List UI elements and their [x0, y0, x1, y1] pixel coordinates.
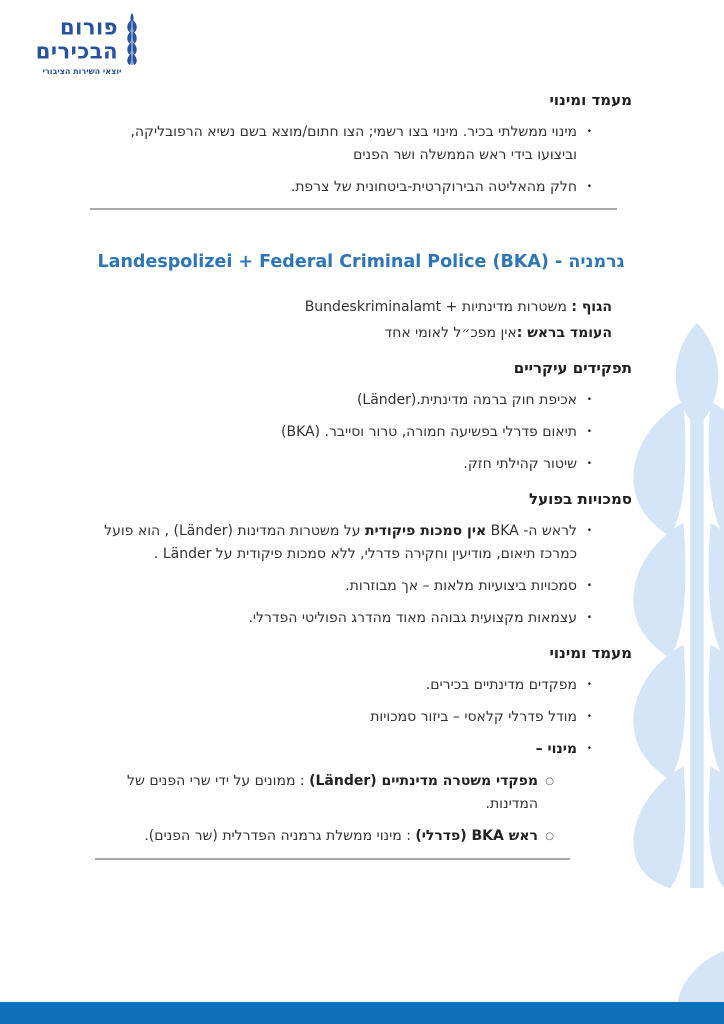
run-bold: אין סמכות פיקודית	[364, 523, 487, 539]
bullet-text: חלק מהאליטה הבירוקרטית-ביטחונית של צרפת.	[290, 179, 577, 195]
section-heading-status-france: מעמד ומינוי	[549, 91, 632, 109]
run-regular: : מינוי ממשלת גרמניה הפדרלית (שר הפנים).	[144, 828, 416, 844]
document-content	[90, 90, 632, 860]
footer-bar	[0, 1002, 724, 1024]
bullet-role-community-policing	[90, 453, 632, 476]
bullet-text: תיאום פדרלי בפשיעה חמורה, טרור וסייבר. (BKA)	[281, 424, 577, 440]
bullet-marker-icon: •	[586, 526, 592, 536]
logo-wordmark	[22, 15, 118, 63]
bullet-full-executive-powers	[90, 575, 632, 598]
bullet-marker-icon: •	[586, 459, 592, 469]
bullet-appointment-header	[90, 738, 632, 761]
bullet-marker-icon: •	[586, 182, 592, 192]
section-divider	[95, 858, 570, 860]
head-of-line	[90, 322, 612, 345]
bullet-text: סמכויות ביצועיות מלאות – אך מבוזרות.	[345, 578, 577, 594]
bullet-role-federal-coordination	[90, 421, 632, 444]
run-bold: ראש BKA (פדרלי)	[415, 828, 538, 844]
section-divider	[90, 208, 617, 210]
bullet-marker-icon: •	[586, 712, 592, 722]
body-value: משטרות מדינתיות + Bundeskriminalamt	[304, 299, 572, 315]
bullet-text: אכיפת חוק ברמה מדינתית.(Länder)	[356, 392, 577, 408]
bullet-text	[104, 523, 577, 562]
bullet-role-law-enforcement	[90, 389, 632, 412]
france-status-list	[90, 121, 632, 199]
bullet-professional-independence	[90, 607, 632, 630]
bullet-france-appointment	[90, 121, 632, 167]
bullet-text: מינוי –	[535, 741, 577, 757]
wheat-emblem-icon	[122, 13, 142, 65]
circle-marker-icon: ○	[545, 831, 554, 842]
head-of-value: אין מפכ״ל לאומי אחד	[384, 325, 517, 341]
bullet-marker-icon: •	[586, 613, 592, 623]
run-bold: מפקדי משטרה מדינתיים (Länder)	[309, 773, 538, 789]
bullet-text: מפקדים מדינתיים בכירים.	[425, 677, 577, 693]
bullet-marker-icon: •	[586, 680, 592, 690]
subbullet-text	[127, 773, 538, 812]
bullet-marker-icon: •	[586, 127, 592, 137]
logo-top-row	[22, 13, 142, 65]
subbullet-bka-head	[90, 825, 632, 848]
bullet-text: מינוי ממשלתי בכיר. מינוי בצו רשמי; הצו חתום/מוצא בשם נשיא הרפובליקה, וביצועו בידי ראש הממשלה ושר הפנים	[130, 124, 577, 163]
section-heading-status-germany: מעמד ומינוי	[549, 644, 632, 662]
subbullet-state-commanders	[90, 770, 632, 816]
germany-status-list	[90, 674, 632, 761]
forum-habkirim-logo	[22, 13, 142, 76]
run-regular: על משטרות המדינות (Länder) , הוא פועל כמרכז תיאום, מודיעין וחקירה פדרלי, ללא סמכות פיקודית על Länder .	[104, 523, 577, 562]
bullet-france-elite	[90, 176, 632, 199]
logo-tagline: יוצאי השירות הציבורי	[42, 67, 122, 76]
bullet-text: שיטור קהילתי חזק.	[463, 456, 577, 472]
body-label: הגוף :	[571, 299, 612, 315]
run-regular: : ממונים על ידי שרי הפנים של המדינות.	[127, 773, 538, 812]
logo-word-habkirim: הבכירים	[35, 38, 118, 64]
logo-word-forum: פורום	[60, 14, 118, 40]
body-line	[90, 296, 612, 319]
bullet-text: מודל פדרלי קלאסי – ביזור סמכויות	[370, 709, 577, 725]
section-heading-main-roles: תפקידים עיקריים	[513, 359, 632, 377]
bullet-bka-no-command	[90, 520, 632, 566]
bullet-marker-icon: •	[586, 395, 592, 405]
bullet-senior-state-commanders	[90, 674, 632, 697]
bullet-classic-federal-model	[90, 706, 632, 729]
powers-list	[90, 520, 632, 630]
circle-marker-icon: ○	[545, 776, 554, 787]
bullet-marker-icon: •	[586, 581, 592, 591]
bullet-marker-icon: •	[586, 744, 592, 754]
head-of-label: העומד בראש :	[516, 325, 612, 341]
section-heading-powers: סמכויות בפועל	[529, 490, 632, 508]
bullet-text: עצמאות מקצועית גבוהה מאוד מהדרג הפוליטי הפדרלי.	[248, 610, 577, 626]
subbullet-text	[144, 828, 538, 844]
germany-section-title: גרמניה - Landespolizei + Federal Criminal Police (BKA)	[97, 252, 625, 272]
bullet-marker-icon: •	[586, 427, 592, 437]
roles-list	[90, 389, 632, 476]
run-regular: לראש ה- BKA	[486, 523, 577, 539]
appointment-sublist	[90, 770, 632, 848]
